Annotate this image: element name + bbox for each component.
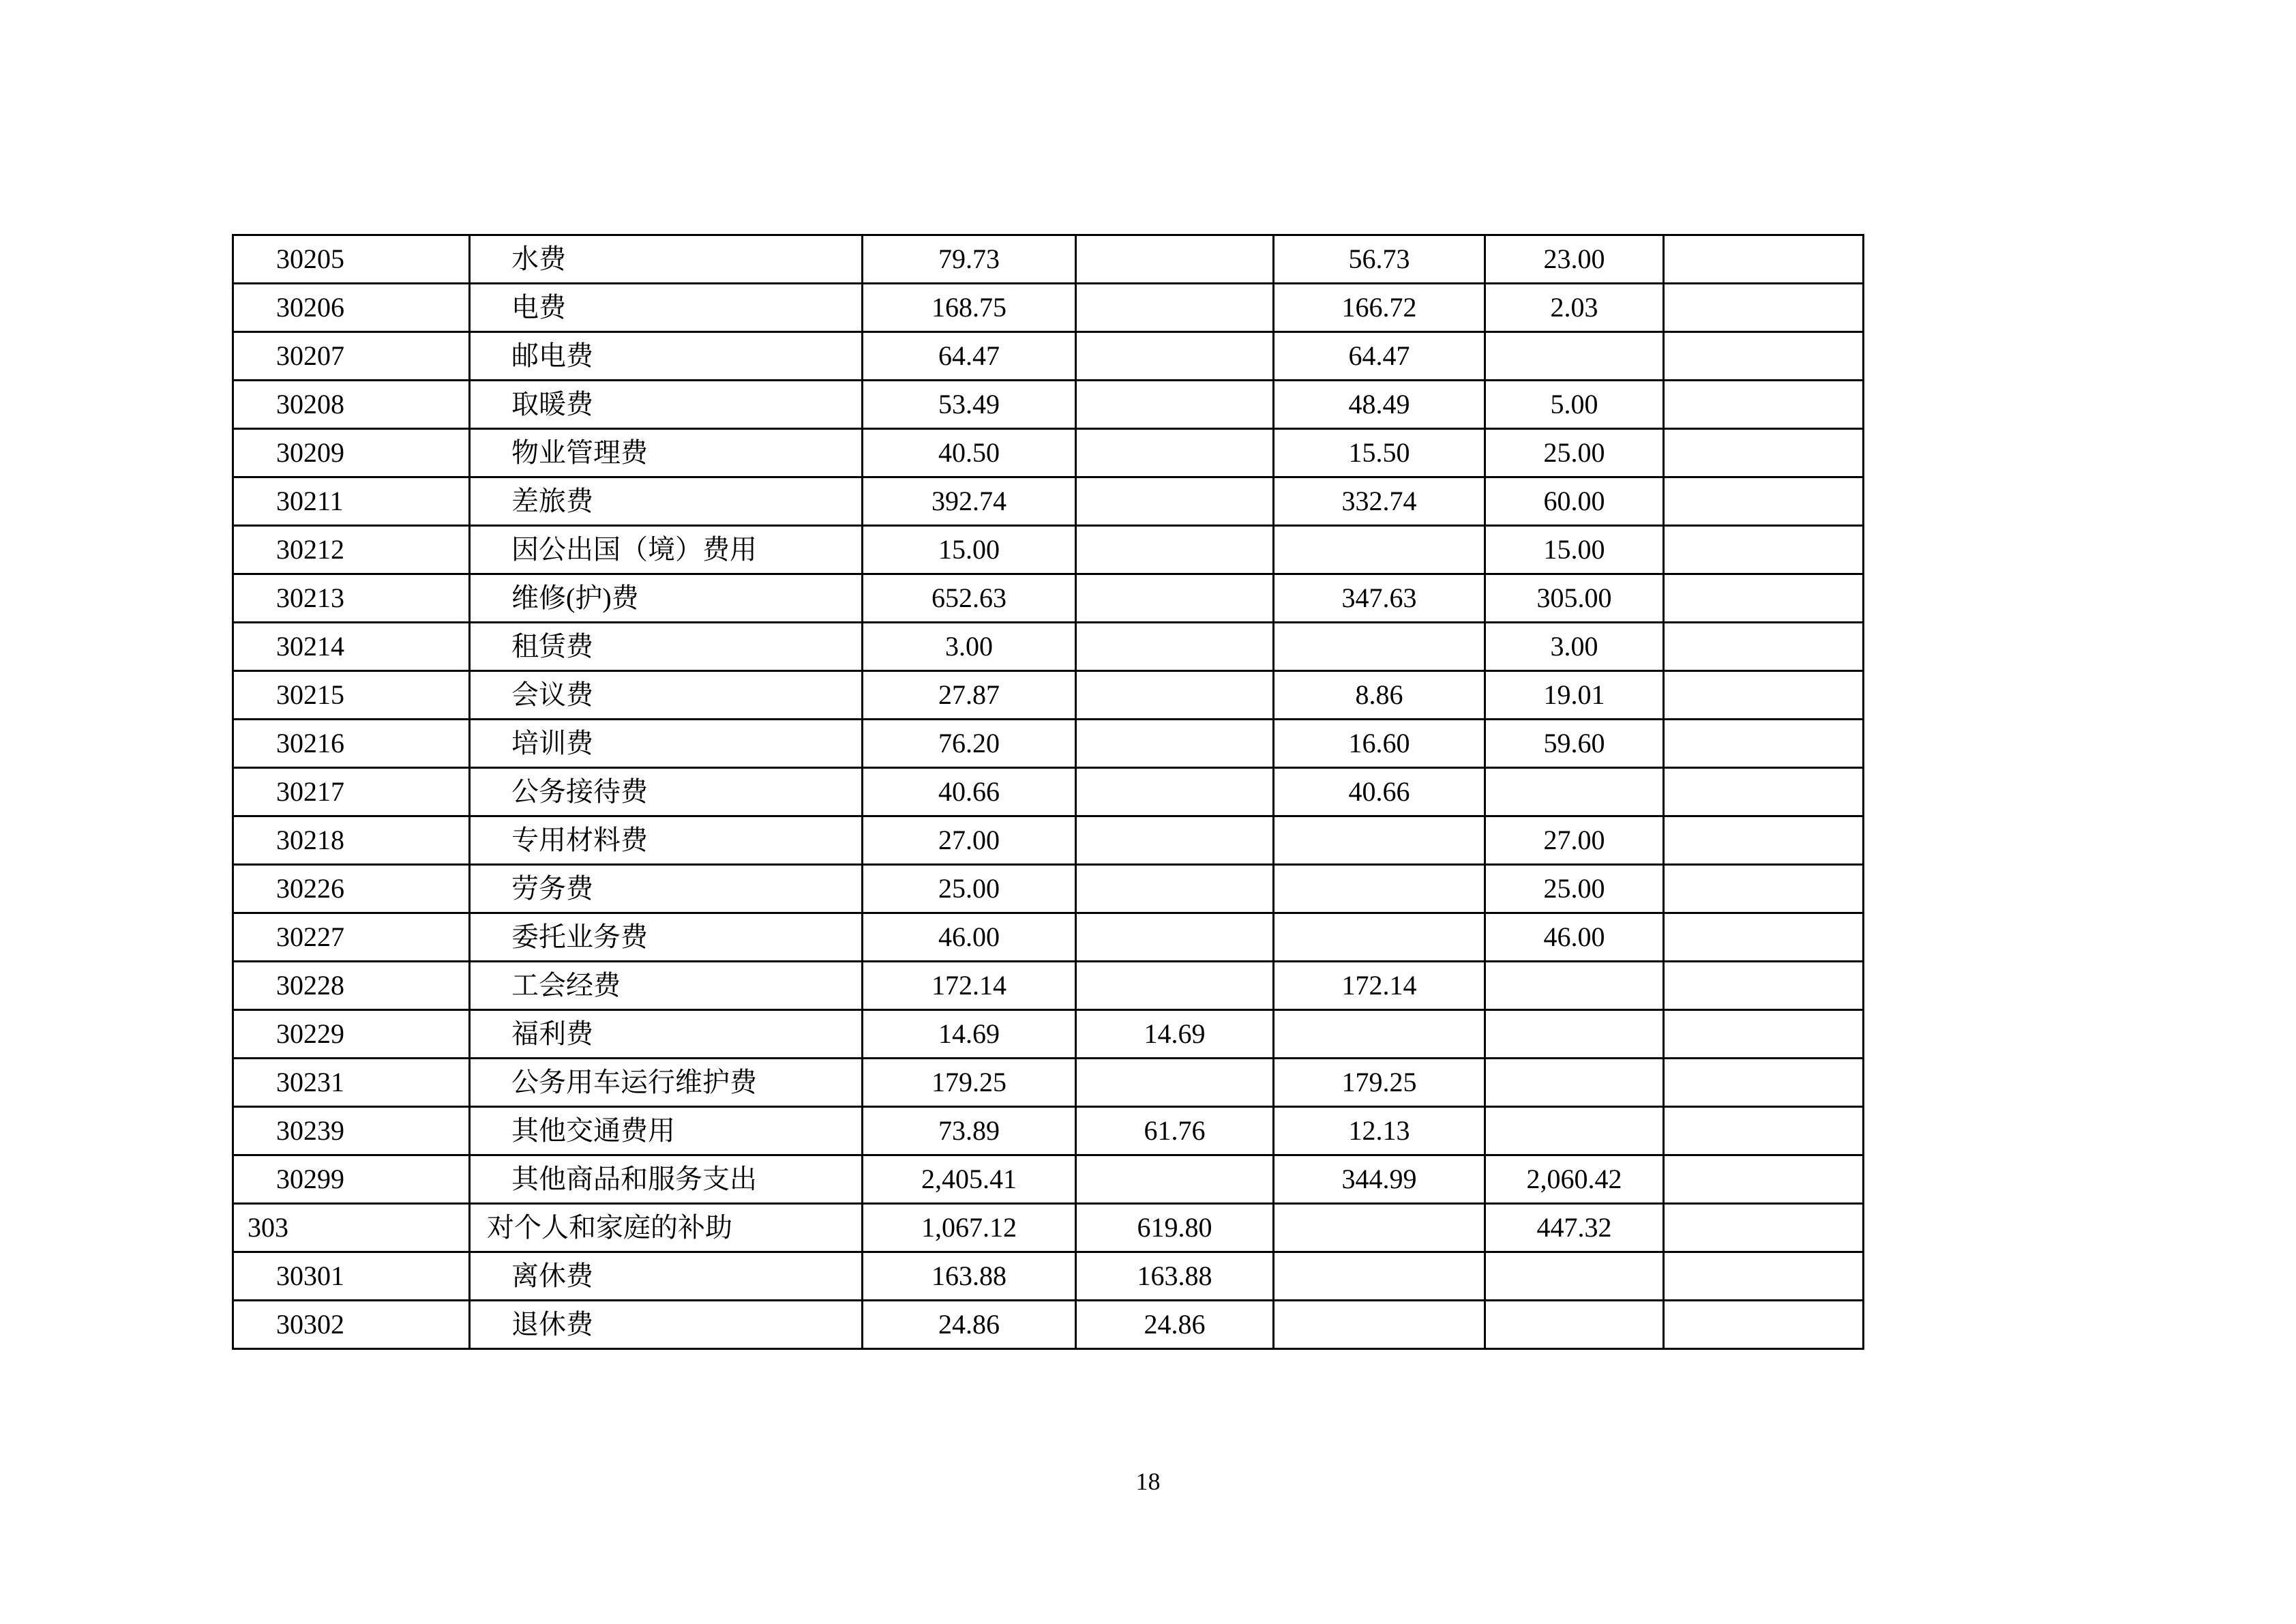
project-cell: 25.00: [1485, 865, 1664, 913]
account-name-cell: 水费: [470, 235, 863, 284]
basic-personnel-cell: [1076, 332, 1274, 381]
account-code-cell: 30229: [233, 1010, 470, 1059]
total-cell: 25.00: [863, 865, 1076, 913]
account-code-cell: 30215: [233, 671, 470, 720]
account-name-cell: 对个人和家庭的补助: [470, 1204, 863, 1252]
basic-personnel-cell: [1076, 768, 1274, 816]
other-cell: [1664, 332, 1864, 381]
account-name-cell: 工会经费: [470, 962, 863, 1010]
table-row: [233, 1010, 1864, 1059]
basic-public-cell: 344.99: [1274, 1155, 1485, 1204]
other-cell: [1664, 1204, 1864, 1252]
basic-personnel-cell: [1076, 235, 1274, 284]
total-cell: 53.49: [863, 381, 1076, 429]
basic-personnel-cell: [1076, 526, 1274, 574]
account-name-cell: 其他商品和服务支出: [470, 1155, 863, 1204]
account-code-cell: 30208: [233, 381, 470, 429]
account-name-cell: 公务用车运行维护费: [470, 1059, 863, 1107]
basic-public-cell: 15.50: [1274, 429, 1485, 477]
project-cell: 305.00: [1485, 574, 1664, 623]
basic-public-cell: [1274, 1010, 1485, 1059]
basic-public-cell: [1274, 623, 1485, 671]
account-code-cell: 30231: [233, 1059, 470, 1107]
account-code-cell: 30226: [233, 865, 470, 913]
table-row: [233, 526, 1864, 574]
table-row: [233, 1252, 1864, 1301]
other-cell: [1664, 1107, 1864, 1155]
total-cell: 652.63: [863, 574, 1076, 623]
total-cell: 1,067.12: [863, 1204, 1076, 1252]
account-code-cell: 303: [233, 1204, 470, 1252]
other-cell: [1664, 1059, 1864, 1107]
table-body: [233, 235, 1864, 1349]
account-name-cell: 其他交通费用: [470, 1107, 863, 1155]
table-row: [233, 768, 1864, 816]
other-cell: [1664, 1155, 1864, 1204]
account-name-cell: 物业管理费: [470, 429, 863, 477]
basic-personnel-cell: [1076, 671, 1274, 720]
total-cell: 46.00: [863, 913, 1076, 962]
total-cell: 76.20: [863, 720, 1076, 768]
project-cell: [1485, 1252, 1664, 1301]
project-cell: [1485, 1107, 1664, 1155]
account-name-cell: 福利费: [470, 1010, 863, 1059]
basic-public-cell: 12.13: [1274, 1107, 1485, 1155]
account-code-cell: 30205: [233, 235, 470, 284]
account-code-cell: 30213: [233, 574, 470, 623]
project-cell: 5.00: [1485, 381, 1664, 429]
account-code-cell: 30216: [233, 720, 470, 768]
other-cell: [1664, 865, 1864, 913]
table-row: [233, 962, 1864, 1010]
table-row: [233, 332, 1864, 381]
basic-personnel-cell: [1076, 381, 1274, 429]
other-cell: [1664, 574, 1864, 623]
basic-personnel-cell: [1076, 284, 1274, 332]
total-cell: 14.69: [863, 1010, 1076, 1059]
project-cell: 27.00: [1485, 816, 1664, 865]
account-name-cell: 劳务费: [470, 865, 863, 913]
project-cell: [1485, 962, 1664, 1010]
table-row: [233, 720, 1864, 768]
basic-personnel-cell: [1076, 816, 1274, 865]
account-code-cell: 30209: [233, 429, 470, 477]
other-cell: [1664, 1252, 1864, 1301]
account-name-cell: 公务接待费: [470, 768, 863, 816]
account-code-cell: 30206: [233, 284, 470, 332]
project-cell: 59.60: [1485, 720, 1664, 768]
total-cell: 27.87: [863, 671, 1076, 720]
table-row: [233, 816, 1864, 865]
page-number: 18: [1135, 1468, 1161, 1495]
account-name-cell: 电费: [470, 284, 863, 332]
project-cell: [1485, 1059, 1664, 1107]
account-code-cell: 30239: [233, 1107, 470, 1155]
table-row: [233, 671, 1864, 720]
basic-personnel-cell: 24.86: [1076, 1301, 1274, 1349]
table-row: [233, 429, 1864, 477]
basic-public-cell: [1274, 1301, 1485, 1349]
account-name-cell: 维修(护)费: [470, 574, 863, 623]
project-cell: [1485, 332, 1664, 381]
table-row: [233, 284, 1864, 332]
project-cell: 2.03: [1485, 284, 1664, 332]
account-name-cell: 会议费: [470, 671, 863, 720]
table-row: [233, 1107, 1864, 1155]
other-cell: [1664, 671, 1864, 720]
basic-personnel-cell: [1076, 477, 1274, 526]
table-row: [233, 1155, 1864, 1204]
basic-public-cell: 16.60: [1274, 720, 1485, 768]
account-code-cell: 30217: [233, 768, 470, 816]
project-cell: 60.00: [1485, 477, 1664, 526]
project-cell: 15.00: [1485, 526, 1664, 574]
basic-personnel-cell: [1076, 1155, 1274, 1204]
project-cell: 3.00: [1485, 623, 1664, 671]
table-row: [233, 623, 1864, 671]
account-name-cell: 因公出国（境）费用: [470, 526, 863, 574]
basic-public-cell: [1274, 526, 1485, 574]
other-cell: [1664, 1010, 1864, 1059]
total-cell: 15.00: [863, 526, 1076, 574]
account-name-cell: 取暖费: [470, 381, 863, 429]
account-code-cell: 30207: [233, 332, 470, 381]
account-code-cell: 30212: [233, 526, 470, 574]
account-name-cell: 退休费: [470, 1301, 863, 1349]
basic-public-cell: [1274, 913, 1485, 962]
table-row: [233, 235, 1864, 284]
other-cell: [1664, 962, 1864, 1010]
project-cell: 447.32: [1485, 1204, 1664, 1252]
basic-personnel-cell: [1076, 1059, 1274, 1107]
other-cell: [1664, 720, 1864, 768]
total-cell: 392.74: [863, 477, 1076, 526]
project-cell: 2,060.42: [1485, 1155, 1664, 1204]
basic-public-cell: [1274, 865, 1485, 913]
other-cell: [1664, 235, 1864, 284]
other-cell: [1664, 381, 1864, 429]
account-code-cell: 30302: [233, 1301, 470, 1349]
account-name-cell: 委托业务费: [470, 913, 863, 962]
project-cell: 19.01: [1485, 671, 1664, 720]
account-code-cell: 30299: [233, 1155, 470, 1204]
account-name-cell: 租赁费: [470, 623, 863, 671]
basic-public-cell: [1274, 816, 1485, 865]
basic-personnel-cell: [1076, 574, 1274, 623]
total-cell: 3.00: [863, 623, 1076, 671]
table-row: [233, 1204, 1864, 1252]
basic-personnel-cell: [1076, 623, 1274, 671]
basic-personnel-cell: 14.69: [1076, 1010, 1274, 1059]
basic-public-cell: 48.49: [1274, 381, 1485, 429]
expenditure-table: [232, 234, 1864, 1350]
total-cell: 40.50: [863, 429, 1076, 477]
basic-public-cell: [1274, 1252, 1485, 1301]
project-cell: 23.00: [1485, 235, 1664, 284]
account-name-cell: 培训费: [470, 720, 863, 768]
total-cell: 79.73: [863, 235, 1076, 284]
total-cell: 64.47: [863, 332, 1076, 381]
other-cell: [1664, 284, 1864, 332]
total-cell: 163.88: [863, 1252, 1076, 1301]
total-cell: 27.00: [863, 816, 1076, 865]
total-cell: 179.25: [863, 1059, 1076, 1107]
total-cell: 2,405.41: [863, 1155, 1076, 1204]
total-cell: 168.75: [863, 284, 1076, 332]
total-cell: 73.89: [863, 1107, 1076, 1155]
table-row: [233, 574, 1864, 623]
account-code-cell: 30211: [233, 477, 470, 526]
account-name-cell: 邮电费: [470, 332, 863, 381]
account-code-cell: 30218: [233, 816, 470, 865]
project-cell: 25.00: [1485, 429, 1664, 477]
basic-public-cell: 179.25: [1274, 1059, 1485, 1107]
basic-personnel-cell: [1076, 429, 1274, 477]
table-row: [233, 865, 1864, 913]
other-cell: [1664, 913, 1864, 962]
basic-public-cell: 166.72: [1274, 284, 1485, 332]
account-code-cell: 30214: [233, 623, 470, 671]
project-cell: 46.00: [1485, 913, 1664, 962]
basic-public-cell: 172.14: [1274, 962, 1485, 1010]
other-cell: [1664, 526, 1864, 574]
account-code-cell: 30227: [233, 913, 470, 962]
basic-personnel-cell: 61.76: [1076, 1107, 1274, 1155]
basic-public-cell: [1274, 1204, 1485, 1252]
project-cell: [1485, 1010, 1664, 1059]
total-cell: 172.14: [863, 962, 1076, 1010]
table-row: [233, 1059, 1864, 1107]
table-row: [233, 913, 1864, 962]
basic-personnel-cell: [1076, 962, 1274, 1010]
basic-personnel-cell: 163.88: [1076, 1252, 1274, 1301]
basic-public-cell: 40.66: [1274, 768, 1485, 816]
project-cell: [1485, 1301, 1664, 1349]
basic-public-cell: 64.47: [1274, 332, 1485, 381]
table-row: [233, 1301, 1864, 1349]
other-cell: [1664, 768, 1864, 816]
basic-public-cell: 8.86: [1274, 671, 1485, 720]
basic-public-cell: 347.63: [1274, 574, 1485, 623]
basic-personnel-cell: 619.80: [1076, 1204, 1274, 1252]
basic-public-cell: 332.74: [1274, 477, 1485, 526]
project-cell: [1485, 768, 1664, 816]
account-name-cell: 离休费: [470, 1252, 863, 1301]
table-row: [233, 477, 1864, 526]
account-name-cell: 差旅费: [470, 477, 863, 526]
basic-personnel-cell: [1076, 865, 1274, 913]
basic-public-cell: 56.73: [1274, 235, 1485, 284]
account-name-cell: 专用材料费: [470, 816, 863, 865]
other-cell: [1664, 816, 1864, 865]
total-cell: 24.86: [863, 1301, 1076, 1349]
basic-personnel-cell: [1076, 913, 1274, 962]
account-code-cell: 30301: [233, 1252, 470, 1301]
basic-personnel-cell: [1076, 720, 1274, 768]
other-cell: [1664, 429, 1864, 477]
account-code-cell: 30228: [233, 962, 470, 1010]
total-cell: 40.66: [863, 768, 1076, 816]
other-cell: [1664, 623, 1864, 671]
table-row: [233, 381, 1864, 429]
other-cell: [1664, 1301, 1864, 1349]
other-cell: [1664, 477, 1864, 526]
